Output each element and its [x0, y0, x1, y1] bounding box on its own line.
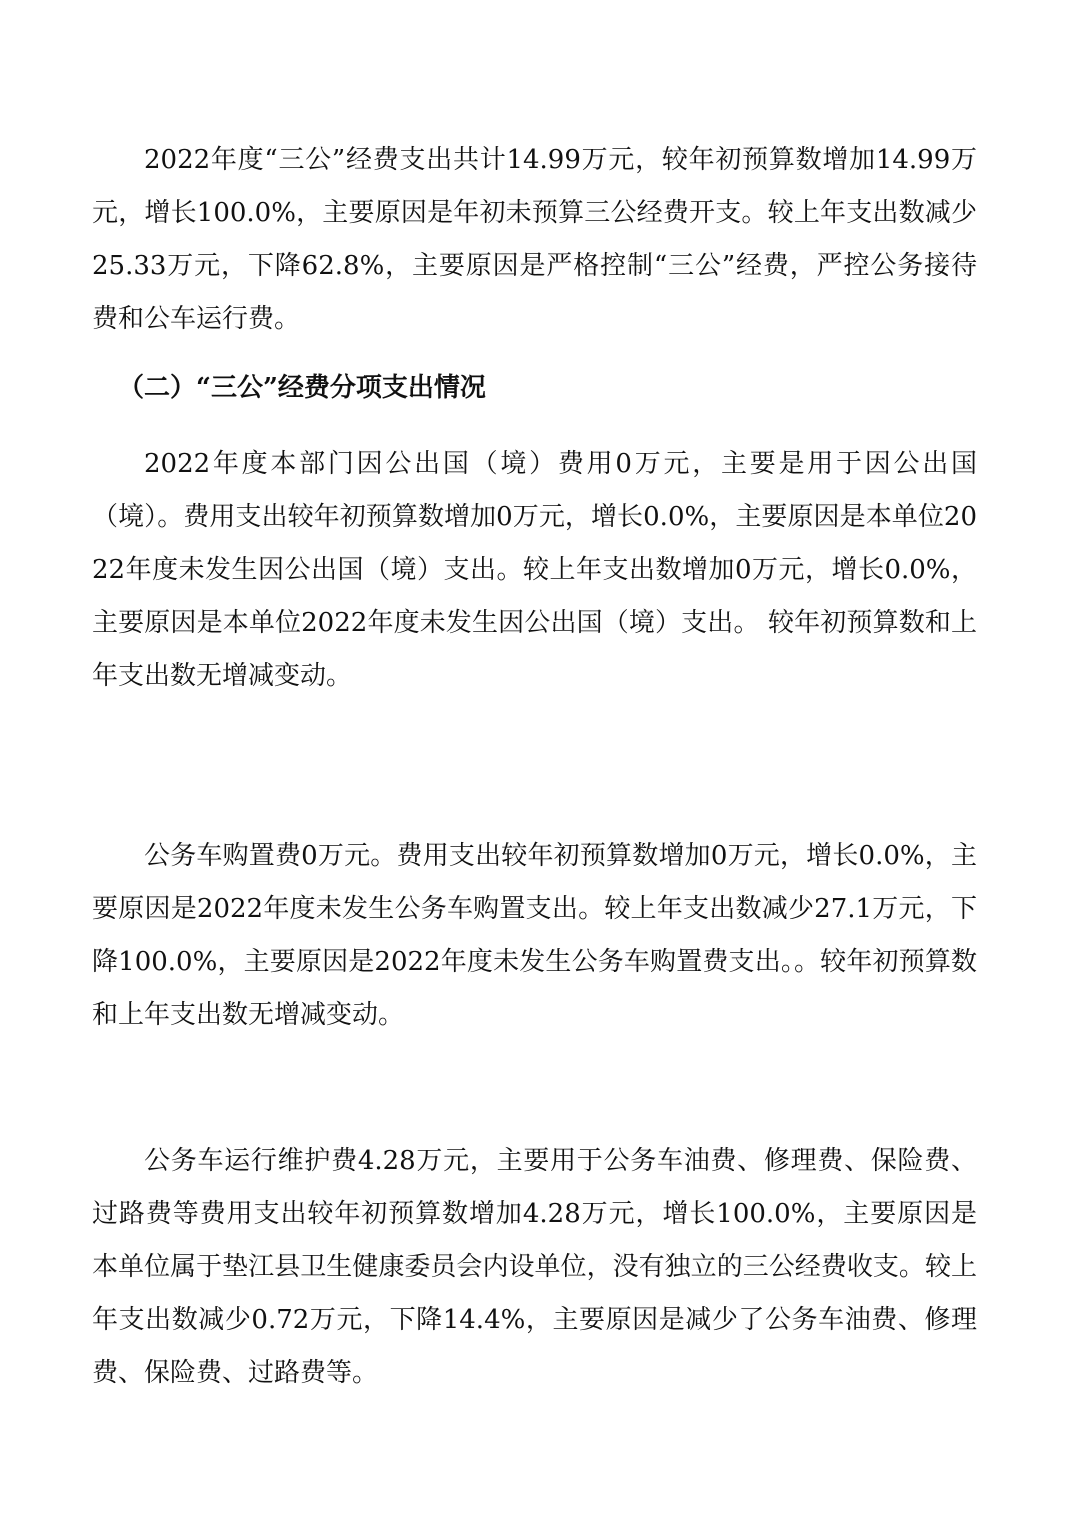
- paragraph-vehicle-purchase: 公务车购置费0万元。费用支出较年初预算数增加0万元，增长0.0%，主要原因是2022年度未发生公务车购置支出。较上年支出数减少27.1万元，下降100.0%，主要原因是2022年度未发生公务车购置费支出。。较年初预算数和上年支出数无增减变动。: [92, 841, 977, 1030]
- paragraph-total-expenditure: 2022年度“三公”经费支出共计14.99万元，较年初预算数增加14.99万元，增长100.0%，主要原因是年初未预算三公经费开支。较上年支出数减少25.33万元，下降62.8%，主要原因是严格控制“三公”经费，严控公务接待费和公车运行费。: [92, 145, 977, 334]
- paragraph-overseas-travel: 2022年度本部门因公出国（境）费用0万元，主要是用于因公出国（境）。费用支出较年初预算数增加0万元，增长0.0%，主要原因是本单位2022年度未发生因公出国（境）支出。较上年支出数增加0万元，增长0.0%，主要原因是本单位2022年度未发生因公出国（境）支出。 较年初预算数和上年支出数无增减变动。: [92, 449, 977, 691]
- paragraph-vehicle-operation: 公务车运行维护费4.28万元，主要用于公务车油费、修理费、保险费、过路费等费用支出较年初预算数增加4.28万元，增长100.0%，主要原因是本单位属于垫江县卫生健康委员会内设单位，没有独立的三公经费收支。较上年支出数减少0.72万元，下降14.4%，主要原因是减少了公务车油费、修理费、保险费、过路费等。: [92, 1146, 977, 1388]
- section-heading: （二）“三公”经费分项支出情况: [118, 373, 486, 403]
